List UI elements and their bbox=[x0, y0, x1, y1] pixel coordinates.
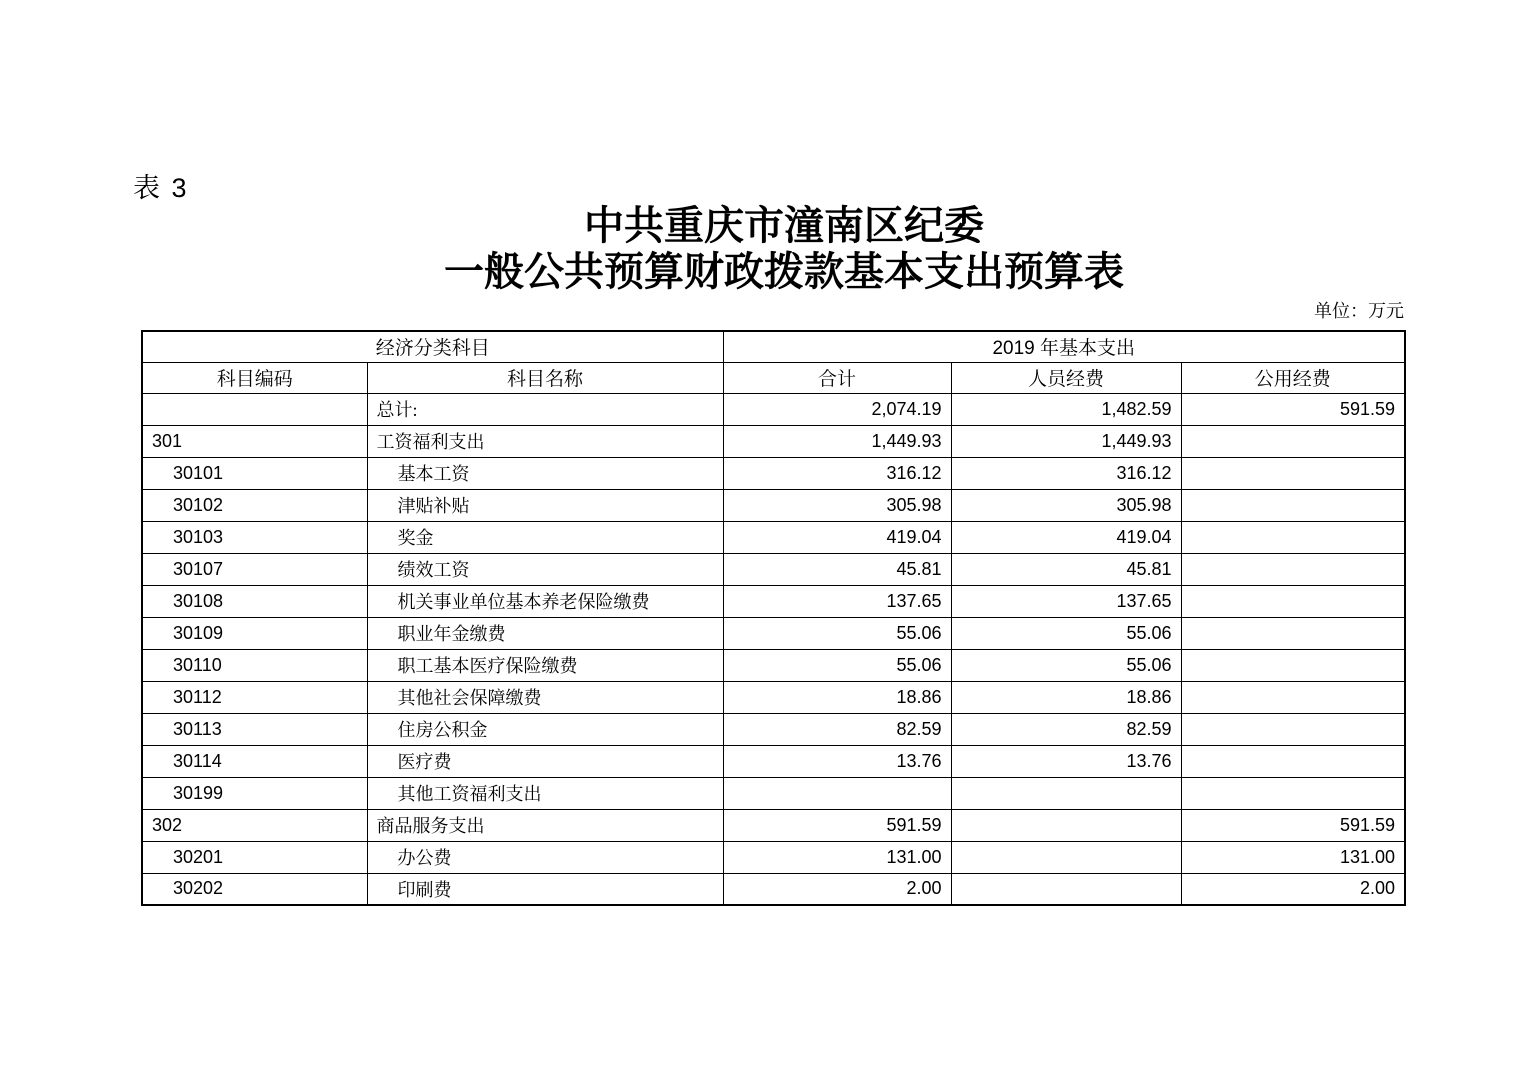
cell-total: 18.86 bbox=[723, 681, 951, 713]
cell-subject-name: 津贴补贴 bbox=[367, 489, 723, 521]
cell-total: 316.12 bbox=[723, 457, 951, 489]
cell-subject-code: 30201 bbox=[142, 841, 367, 873]
cell-total: 131.00 bbox=[723, 841, 951, 873]
cell-subject-code: 301 bbox=[142, 425, 367, 457]
cell-personnel-funds: 1,449.93 bbox=[951, 425, 1181, 457]
cell-public-funds bbox=[1181, 457, 1405, 489]
cell-total: 419.04 bbox=[723, 521, 951, 553]
cell-subject-code: 30113 bbox=[142, 713, 367, 745]
cell-personnel-funds: 13.76 bbox=[951, 745, 1181, 777]
cell-personnel-funds bbox=[951, 841, 1181, 873]
column-header-total: 合计 bbox=[723, 362, 951, 393]
cell-subject-code: 30199 bbox=[142, 777, 367, 809]
cell-public-funds bbox=[1181, 649, 1405, 681]
cell-total: 55.06 bbox=[723, 649, 951, 681]
cell-subject-code: 30114 bbox=[142, 745, 367, 777]
document-title bbox=[24, 203, 1520, 295]
cell-total: 13.76 bbox=[723, 745, 951, 777]
cell-personnel-funds: 82.59 bbox=[951, 713, 1181, 745]
cell-subject-name: 奖金 bbox=[367, 521, 723, 553]
cell-public-funds bbox=[1181, 425, 1405, 457]
cell-public-funds bbox=[1181, 585, 1405, 617]
cell-public-funds bbox=[1181, 617, 1405, 649]
cell-public-funds bbox=[1181, 521, 1405, 553]
cell-subject-code bbox=[142, 393, 367, 425]
table-row bbox=[142, 681, 1405, 713]
cell-subject-code: 30107 bbox=[142, 553, 367, 585]
table-row bbox=[142, 489, 1405, 521]
table-row bbox=[142, 521, 1405, 553]
cell-personnel-funds: 55.06 bbox=[951, 649, 1181, 681]
cell-personnel-funds: 1,482.59 bbox=[951, 393, 1181, 425]
table-row bbox=[142, 713, 1405, 745]
table-row bbox=[142, 809, 1405, 841]
cell-subject-code: 30109 bbox=[142, 617, 367, 649]
cell-subject-code: 30202 bbox=[142, 873, 367, 905]
table-number-label: 表 3 bbox=[133, 173, 189, 203]
header-columns-row bbox=[142, 362, 1405, 393]
unit-note: 单位：万元 bbox=[1314, 301, 1404, 321]
cell-public-funds bbox=[1181, 713, 1405, 745]
cell-subject-code: 30110 bbox=[142, 649, 367, 681]
cell-public-funds: 131.00 bbox=[1181, 841, 1405, 873]
table-row bbox=[142, 617, 1405, 649]
cell-personnel-funds bbox=[951, 809, 1181, 841]
cell-personnel-funds: 55.06 bbox=[951, 617, 1181, 649]
header-group-economic-classification: 经济分类科目 bbox=[142, 331, 723, 362]
cell-total: 2.00 bbox=[723, 873, 951, 905]
cell-subject-code: 30102 bbox=[142, 489, 367, 521]
budget-table-header bbox=[142, 331, 1405, 393]
cell-subject-name: 绩效工资 bbox=[367, 553, 723, 585]
cell-subject-name: 办公费 bbox=[367, 841, 723, 873]
cell-subject-name: 其他工资福利支出 bbox=[367, 777, 723, 809]
table-row bbox=[142, 553, 1405, 585]
cell-subject-code: 302 bbox=[142, 809, 367, 841]
cell-subject-name: 医疗费 bbox=[367, 745, 723, 777]
cell-total: 82.59 bbox=[723, 713, 951, 745]
table-row bbox=[142, 425, 1405, 457]
column-header-subject-code: 科目编码 bbox=[142, 362, 367, 393]
cell-total: 591.59 bbox=[723, 809, 951, 841]
column-header-personnel-funds: 人员经费 bbox=[951, 362, 1181, 393]
cell-subject-name: 其他社会保障缴费 bbox=[367, 681, 723, 713]
cell-subject-code: 30101 bbox=[142, 457, 367, 489]
cell-total bbox=[723, 777, 951, 809]
column-header-public-funds: 公用经费 bbox=[1181, 362, 1405, 393]
cell-personnel-funds: 305.98 bbox=[951, 489, 1181, 521]
cell-personnel-funds: 137.65 bbox=[951, 585, 1181, 617]
table-row bbox=[142, 745, 1405, 777]
document-title-line2: 一般公共预算财政拨款基本支出预算表 bbox=[444, 250, 1124, 294]
cell-public-funds bbox=[1181, 777, 1405, 809]
document-title-line1: 中共重庆市潼南区纪委 bbox=[584, 204, 984, 248]
cell-subject-name: 商品服务支出 bbox=[367, 809, 723, 841]
cell-subject-name: 住房公积金 bbox=[367, 713, 723, 745]
table-row bbox=[142, 777, 1405, 809]
cell-public-funds bbox=[1181, 745, 1405, 777]
cell-total: 137.65 bbox=[723, 585, 951, 617]
table-row bbox=[142, 873, 1405, 905]
table-row bbox=[142, 841, 1405, 873]
cell-public-funds bbox=[1181, 489, 1405, 521]
column-header-subject-name: 科目名称 bbox=[367, 362, 723, 393]
table-row bbox=[142, 393, 1405, 425]
header-group-2019-basic-expenditure: 2019 年基本支出 bbox=[723, 331, 1405, 362]
cell-subject-name: 印刷费 bbox=[367, 873, 723, 905]
cell-total: 305.98 bbox=[723, 489, 951, 521]
cell-subject-name: 机关事业单位基本养老保险缴费 bbox=[367, 585, 723, 617]
table-row bbox=[142, 457, 1405, 489]
table-body bbox=[142, 393, 1405, 905]
cell-subject-code: 30112 bbox=[142, 681, 367, 713]
table-row bbox=[142, 649, 1405, 681]
cell-subject-name: 职业年金缴费 bbox=[367, 617, 723, 649]
header-group-row bbox=[142, 331, 1405, 362]
cell-subject-name: 总计: bbox=[367, 393, 723, 425]
cell-personnel-funds: 419.04 bbox=[951, 521, 1181, 553]
cell-personnel-funds bbox=[951, 873, 1181, 905]
cell-public-funds: 591.59 bbox=[1181, 393, 1405, 425]
cell-subject-name: 职工基本医疗保险缴费 bbox=[367, 649, 723, 681]
cell-subject-code: 30108 bbox=[142, 585, 367, 617]
cell-public-funds bbox=[1181, 553, 1405, 585]
cell-total: 1,449.93 bbox=[723, 425, 951, 457]
cell-personnel-funds: 45.81 bbox=[951, 553, 1181, 585]
cell-personnel-funds: 316.12 bbox=[951, 457, 1181, 489]
cell-personnel-funds bbox=[951, 777, 1181, 809]
cell-subject-code: 30103 bbox=[142, 521, 367, 553]
cell-total: 55.06 bbox=[723, 617, 951, 649]
cell-total: 2,074.19 bbox=[723, 393, 951, 425]
budget-table bbox=[141, 330, 1406, 906]
cell-subject-name: 基本工资 bbox=[367, 457, 723, 489]
cell-public-funds: 591.59 bbox=[1181, 809, 1405, 841]
table-row bbox=[142, 585, 1405, 617]
cell-personnel-funds: 18.86 bbox=[951, 681, 1181, 713]
cell-subject-name: 工资福利支出 bbox=[367, 425, 723, 457]
cell-total: 45.81 bbox=[723, 553, 951, 585]
cell-public-funds: 2.00 bbox=[1181, 873, 1405, 905]
cell-public-funds bbox=[1181, 681, 1405, 713]
